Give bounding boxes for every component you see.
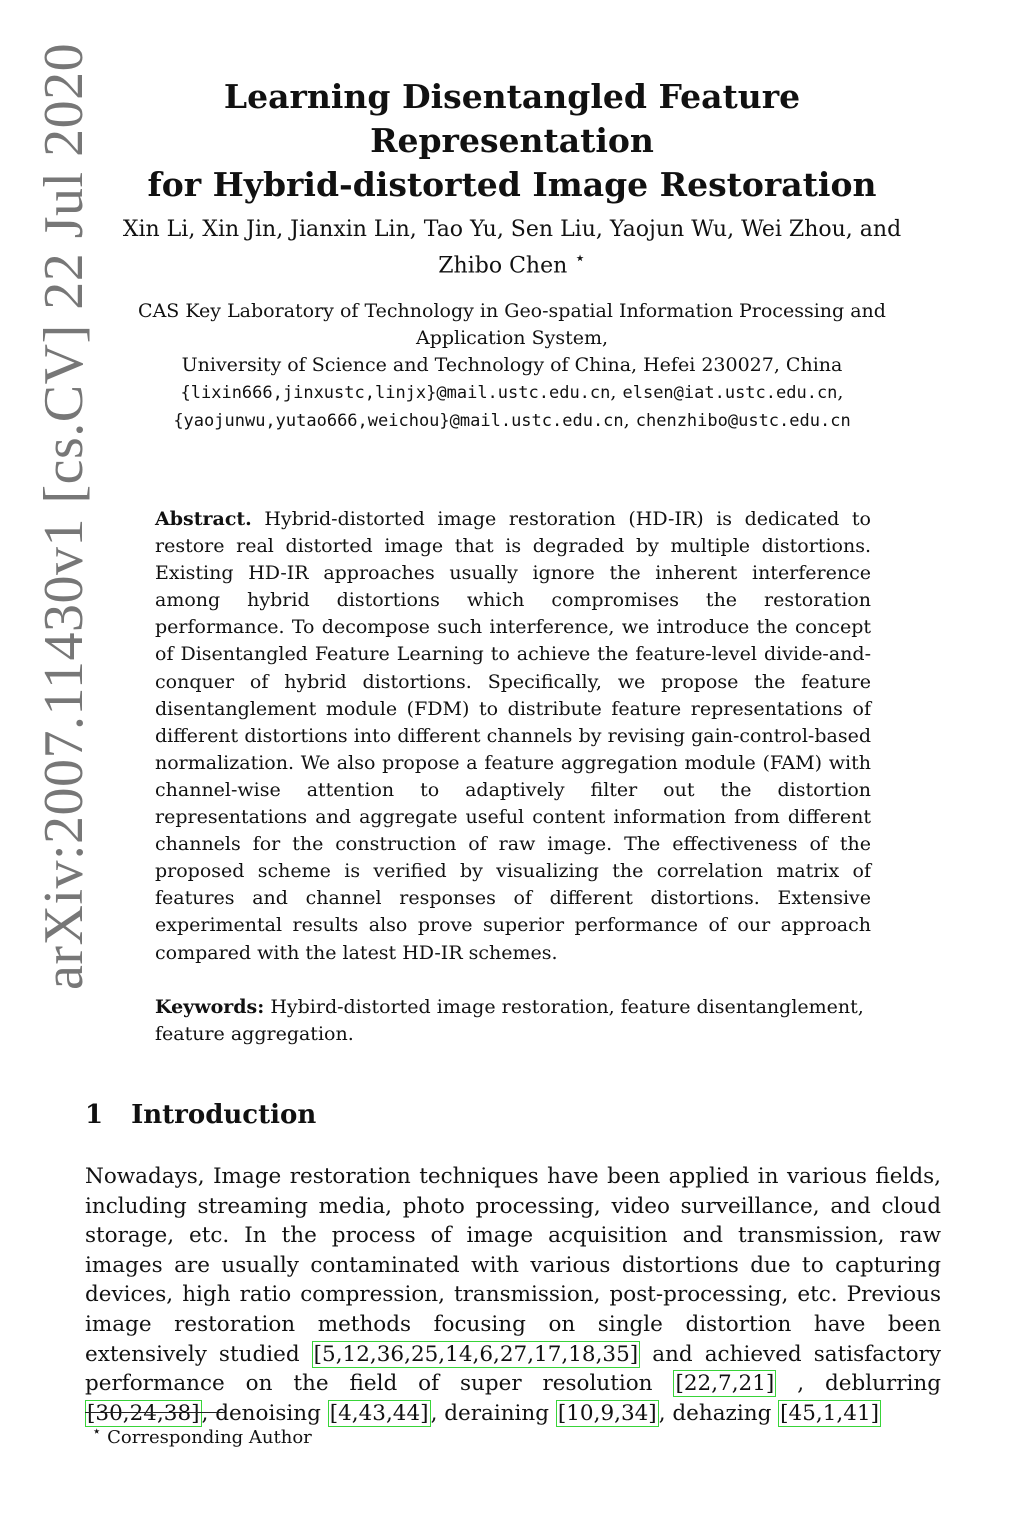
section-heading: [85, 1095, 316, 1135]
email-4: chenzhibo@ustc.edu.cn: [635, 411, 851, 431]
intro-text-1: Nowadays, Image restoration techniques have been applied in various fields, including streaming media, photo processing, video surveillance, and cloud storage, etc. In the process of image acquisition and transmission, raw images are usually contaminated with various distortions due to capturing devices, high ratio compression, transmission, post-processing, etc. Previous image restoration methods focusing on single distortion have been extensively studied: [85, 1164, 941, 1367]
intro-paragraph: [85, 1162, 941, 1428]
intro-text-6: , dehazing: [658, 1400, 779, 1426]
citation-link[interactable]: [45,1,41]: [780, 1400, 880, 1426]
authors-line-1: Xin Li, Xin Jin, Jianxin Lin, Tao Yu, Sen Liu, Yaojun Wu, Wei Zhou, and: [122, 217, 902, 242]
email-line-1: {lixin666,jinxustc,linjx}@mail.ustc.edu.cn, elsen@iat.ustc.edu.cn,: [180, 381, 844, 403]
abstract-text: Hybrid-distorted image restoration (HD-IR) is dedicated to restore real distorted image that is degraded by multiple distortions. Existing HD-IR approaches usually ignore the inherent interference among hybrid distortions which compromises the restoration performance. To decompose such interference, we introduce the concept of Disentangled Feature Learning to achieve the feature-level divide-and-conquer of hybrid distortions. Specifically, we propose the feature disentanglement module (FDM) to distribute feature representations of different distortions into different channels by revising gain-control-based normalization. We also propose a feature aggregation module (FAM) with channel-wise attention to adaptively filter out the distortion representations and aggregate useful content information from different channels for the construction of raw image. The effectiveness of the proposed scheme is verified by visualizing the correlation matrix of features and channel responses of different distortions. Extensive experimental results also prove superior performance of our approach compared with the latest HD-IR schemes.: [155, 508, 871, 964]
citation-link[interactable]: [4,43,44]: [329, 1400, 429, 1426]
intro-text-3: , deblurring: [776, 1371, 941, 1397]
paper-title: [80, 75, 944, 207]
section-number: 1: [85, 1100, 104, 1130]
affiliation-line-1: CAS Key Laboratory of Technology in Geo-spatial Information Processing and: [138, 300, 886, 322]
citation-link[interactable]: [5,12,36,25,14,6,27,17,18,35]: [313, 1341, 639, 1367]
corresponding-mark: ⋆: [574, 248, 586, 269]
intro-text-4: , denoising: [201, 1400, 328, 1426]
footnote-text: Corresponding Author: [107, 1427, 312, 1448]
footnote-mark: ⋆: [92, 1422, 102, 1440]
authors-line-2: Zhibo Chen: [438, 253, 568, 279]
affiliation-line-3: University of Science and Technology of China, Hefei 230027, China: [181, 354, 843, 376]
abstract-label: Abstract.: [155, 508, 252, 530]
citation-link[interactable]: [30,24,38]: [87, 1400, 200, 1426]
keywords: [155, 994, 871, 1048]
keywords-label: Keywords:: [155, 996, 265, 1018]
affiliation-block: [100, 298, 924, 435]
footnote-rule: [85, 1412, 225, 1413]
intro-text-2: and achieved satisfactory performance on the field of super resolution: [85, 1341, 941, 1397]
title-line-2: for Hybrid-distorted Image Restoration: [147, 165, 877, 204]
email-group-1: {lixin666,jinxustc,linjx}@mail.ustc.edu.cn: [180, 383, 611, 403]
citation-link[interactable]: [22,7,21]: [675, 1371, 775, 1397]
section-title: Introduction: [131, 1100, 317, 1130]
author-list: [100, 215, 924, 280]
title-line-1: Learning Disentangled Feature Representation: [223, 77, 801, 160]
email-group-2: {yaojunwu,yutao666,weichou}@mail.ustc.edu.cn: [173, 411, 624, 431]
email-line-2: {yaojunwu,yutao666,weichou}@mail.ustc.edu.cn, chenzhibo@ustc.edu.cn: [173, 409, 851, 431]
intro-text-5: , deraining: [430, 1400, 556, 1426]
affiliation-line-2: Application System,: [415, 327, 609, 349]
email-2: elsen@iat.ustc.edu.cn: [622, 383, 838, 403]
keywords-text: Hybird-distorted image restoration, feature disentanglement, feature aggregation.: [155, 996, 864, 1045]
abstract: [155, 506, 871, 967]
citation-link[interactable]: [10,9,34]: [557, 1400, 657, 1426]
arxiv-identifier: arXiv:2007.11430v1 [cs.CV] 22 Jul 2020: [33, 42, 95, 990]
footnote: [92, 1418, 312, 1451]
